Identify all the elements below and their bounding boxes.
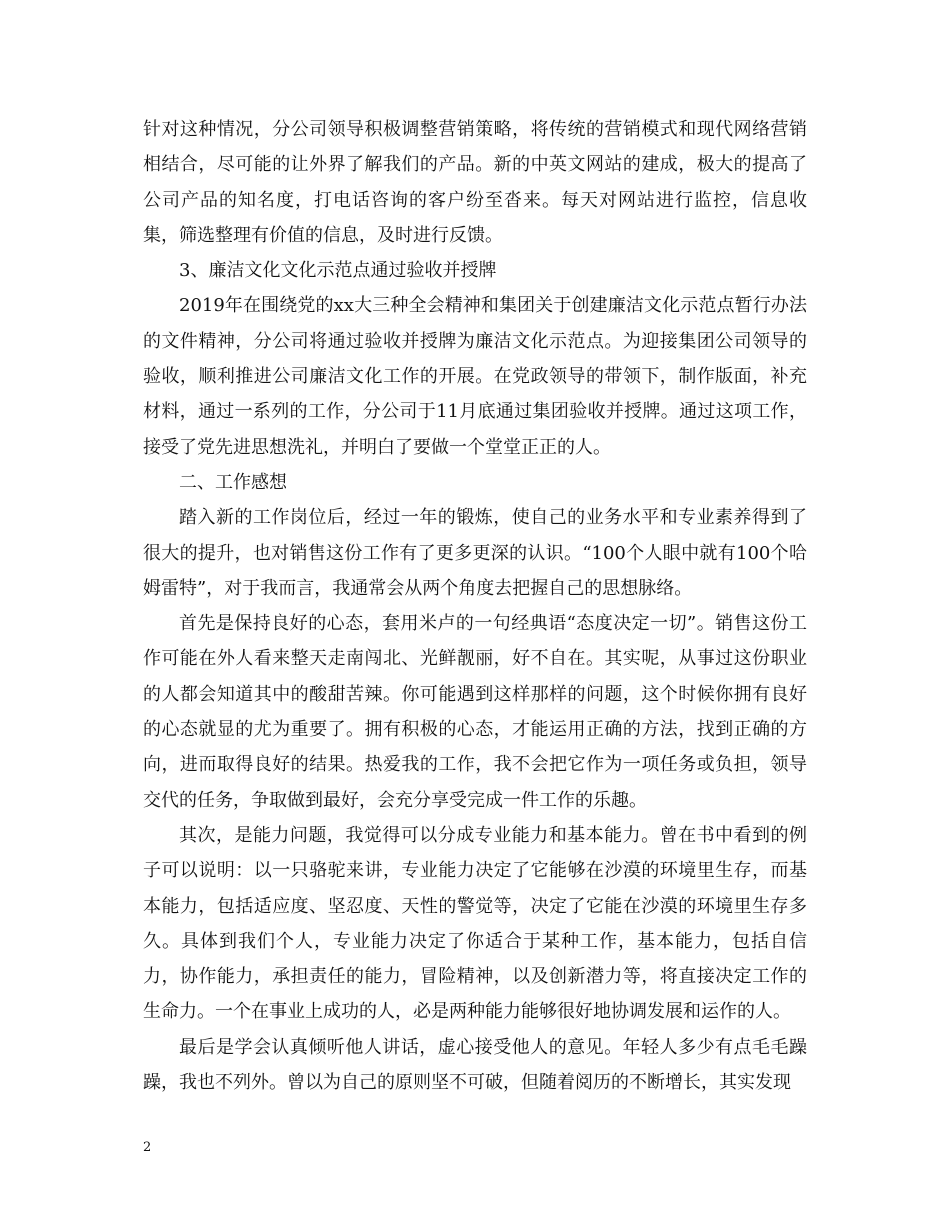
heading-work-reflections: 二、工作感想 xyxy=(179,471,287,493)
paragraph-ability: 其次，是能力问题，我觉得可以分成专业能力和基本能力。曾在书中看到的例子可以说明：以一只骆驼来讲，专业能力决定了它能够在沙漠的环境里生存，而基本能力，包括适应度、坚忍度、天性的警觉等，决定了它能在沙漠的环境里生存多久。具体到我们个人，专业能力决定了你适合于某种工作，基本能力，包括自信力，协作能力，承担责任的能力，冒险精神，以及创新潜力等，将直接决定工作的生命力。一个在事业上成功的人，必是两种能力能够很好地协调发展和运作的人。 xyxy=(143,824,807,1023)
paragraph-clean-culture: 2019年在围绕党的xx大三种全会精神和集团关于创建廉洁文化示范点暂行办法的文件精神，分公司将通过验收并授牌为廉洁文化示范点。为迎接集团公司领导的验收，顺利推进公司廉洁文化工作的开展。在党政领导的带领下，制作版面，补充材料，通过一系列的工作，分公司于11月底通过集团验收并授牌。通过这项工作，接受了党先进思想洗礼，并明白了要做一个堂堂正正的人。 xyxy=(143,295,807,458)
paragraph-listening: 最后是学会认真倾听他人讲话，虚心接受他人的意见。年轻人多少有点毛毛躁躁，我也不列外。曾以为自己的原则坚不可破，但随着阅历的不断增长，其实发现 xyxy=(143,1036,807,1094)
paragraph-marketing-strategy: 针对这种情况，分公司领导积极调整营销策略，将传统的营销模式和现代网络营销相结合，尽可能的让外界了解我们的产品。新的中英文网站的建成，极大的提高了公司产品的知名度，打电话咨询的客户纷至沓来。每天对网站进行监控，信息收集，筛选整理有价值的信息，及时进行反馈。 xyxy=(143,119,807,246)
page-number: 2 xyxy=(143,1140,152,1155)
document-body xyxy=(143,112,807,1100)
paragraph-attitude: 首先是保持良好的心态，套用米卢的一句经典语“态度决定一切”。销售这份工作可能在外人看来整天走南闯北、光鲜靓丽，好不自在。其实呢，从事过这份职业的人都会知道其中的酸甜苦辣。你可能遇到这样那样的问题，这个时候你拥有良好的心态就显的尤为重要了。拥有积极的心态，才能运用正确的方法，找到正确的方向，进而取得良好的结果。热爱我的工作，我不会把它作为一项任务或负担，领导交代的任务，争取做到最好，会充分享受完成一件工作的乐趣。 xyxy=(143,613,807,811)
paragraph-new-position: 踏入新的工作岗位后，经过一年的锻炼，使自己的业务水平和专业素养得到了很大的提升，也对销售这份工作有了更多更深的认识。“100个人眼中就有100个哈姆雷特”，对于我而言，我通常会从两个角度去把握自己的思想脉络。 xyxy=(143,507,807,599)
heading-clean-culture: 3、廉洁文化文化示范点通过验收并授牌 xyxy=(179,260,497,282)
